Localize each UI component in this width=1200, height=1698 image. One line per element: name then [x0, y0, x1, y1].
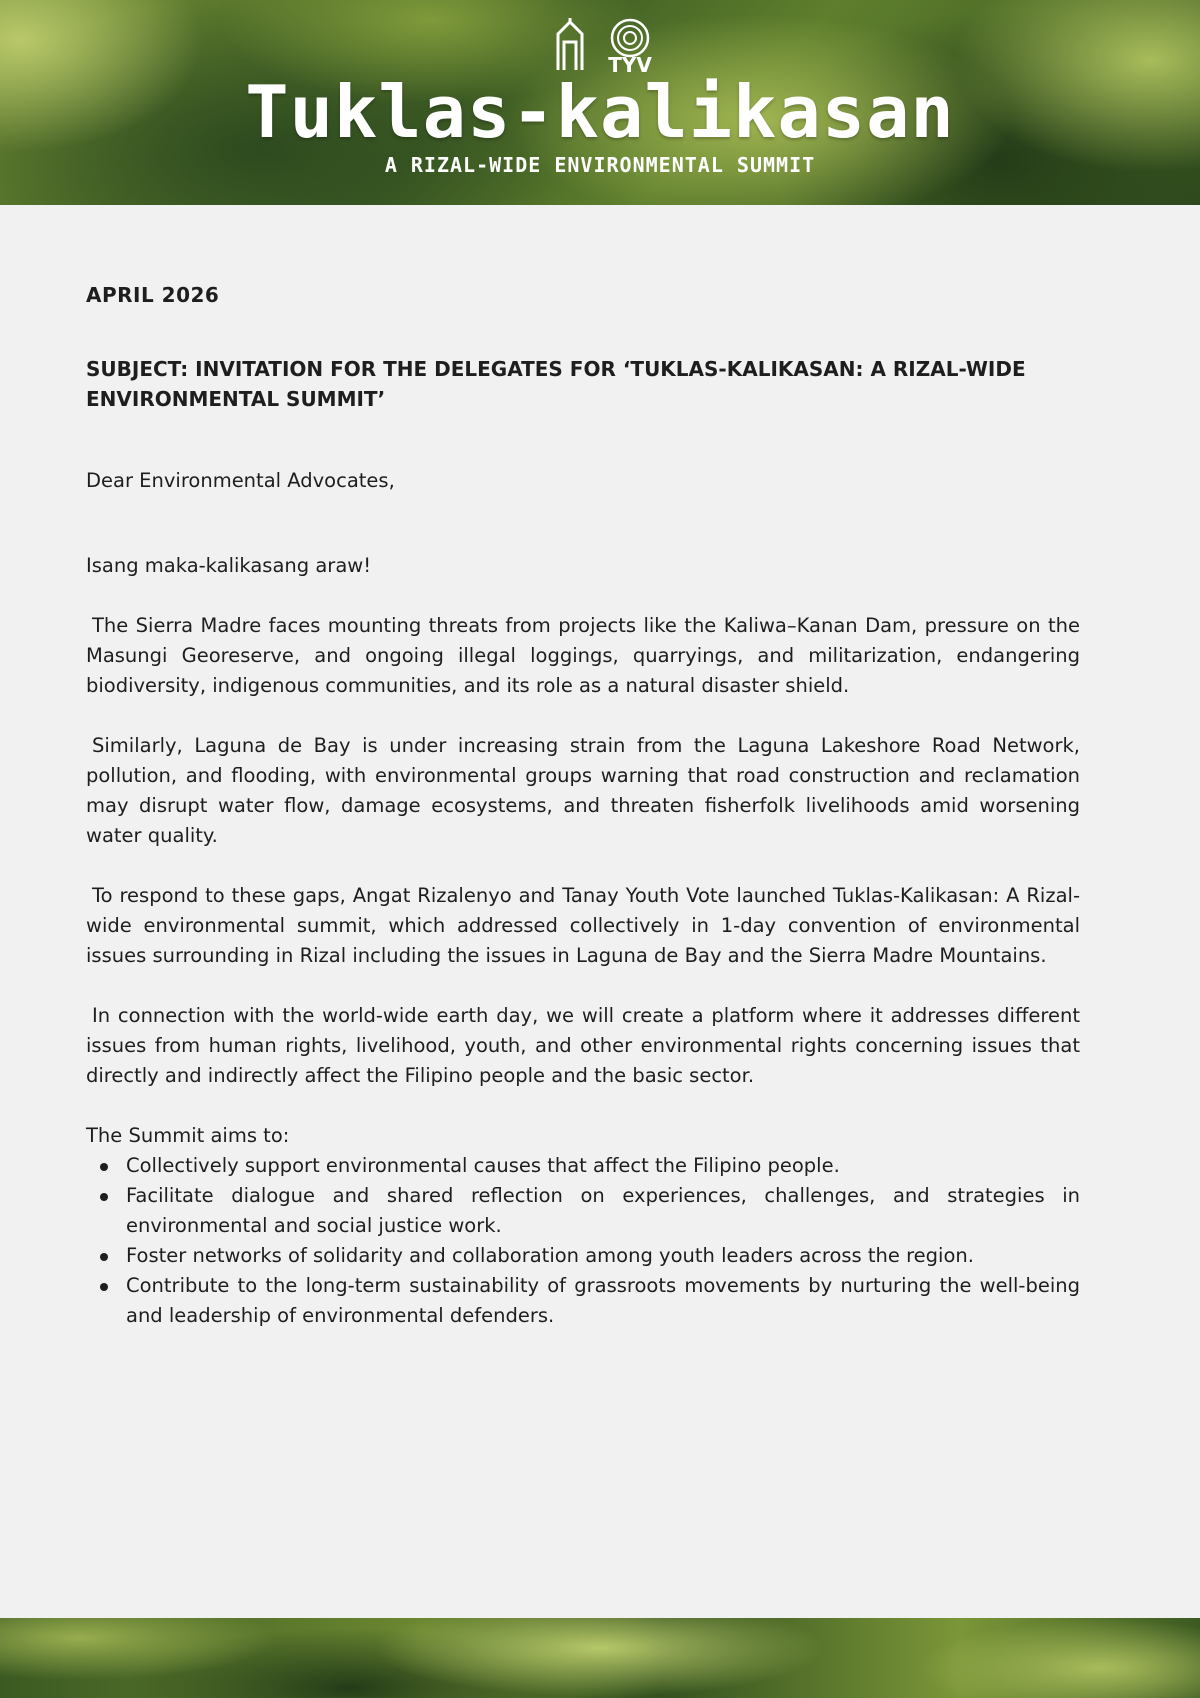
- aim-item: Contribute to the long-term sustainability of grassroots movements by nurturing the well-being and leadership of environmental defenders.: [126, 1271, 1080, 1331]
- paragraph-laguna-de-bay: Similarly, Laguna de Bay is under increasing strain from the Laguna Lakeshore Road Network, pollution, and flooding, with environmental groups warning that road construction and reclamation may disrupt water flow, damage ecosystems, and threaten fisherfolk livelihoods amid worsening water quality.: [86, 734, 1080, 847]
- event-subtitle: A RIZAL-WIDE ENVIRONMENTAL SUMMIT: [384, 153, 816, 177]
- event-title: Tuklas-kalikasan: [245, 70, 955, 154]
- tower-logo-icon: [558, 18, 582, 70]
- letter-subject: SUBJECT: INVITATION FOR THE DELEGATES FOR ‘TUKLAS-KALIKASAN: A RIZAL-WIDE ENVIRONMENTAL SUMMIT’: [86, 357, 1026, 411]
- letter-greeting: Isang maka-kalikasang araw!: [86, 554, 372, 577]
- paragraph-summit-launch: To respond to these gaps, Angat Rizalenyo and Tanay Youth Vote launched Tuklas-Kalikasan: A Rizal-wide environmental summit, which addressed collectively in 1-day convention of environmental issues surrounding in Rizal including the issues in Laguna de Bay and the Sierra Madre Mountains.: [86, 884, 1080, 967]
- footer-banner: [0, 1618, 1200, 1698]
- svg-text:TYV: TYV: [608, 53, 652, 74]
- paragraph-sierra-madre: The Sierra Madre faces mounting threats from projects like the Kaliwa–Kanan Dam, pressure on the Masungi Georeserve, and ongoing illegal loggings, quarryings, and militarization, endangering biodiversity, indigenous communities, and its role as a natural disaster shield.: [86, 614, 1080, 697]
- tyv-logo-icon: [608, 20, 652, 74]
- letter-body: [86, 280, 1080, 1331]
- paragraph-earth-day: In connection with the world-wide earth day, we will create a platform where it addresses different issues from human rights, livelihood, youth, and other environmental rights concerning issues that directly and indirectly affect the Filipino people and the basic sector.: [86, 1004, 1080, 1087]
- aim-item: Collectively support environmental causes that affect the Filipino people.: [126, 1151, 1080, 1181]
- organization-logos: [552, 16, 670, 74]
- aims-list: [86, 1151, 1080, 1331]
- letter-date: APRIL 2026: [86, 283, 220, 307]
- header-banner: [0, 0, 1200, 205]
- aim-item: Foster networks of solidarity and collaboration among youth leaders across the region.: [126, 1241, 1080, 1271]
- aims-intro: The Summit aims to:: [86, 1124, 290, 1147]
- aim-item: Facilitate dialogue and shared reflection on experiences, challenges, and strategies in environmental and social justice work.: [126, 1181, 1080, 1241]
- letter-salutation: Dear Environmental Advocates,: [86, 469, 395, 492]
